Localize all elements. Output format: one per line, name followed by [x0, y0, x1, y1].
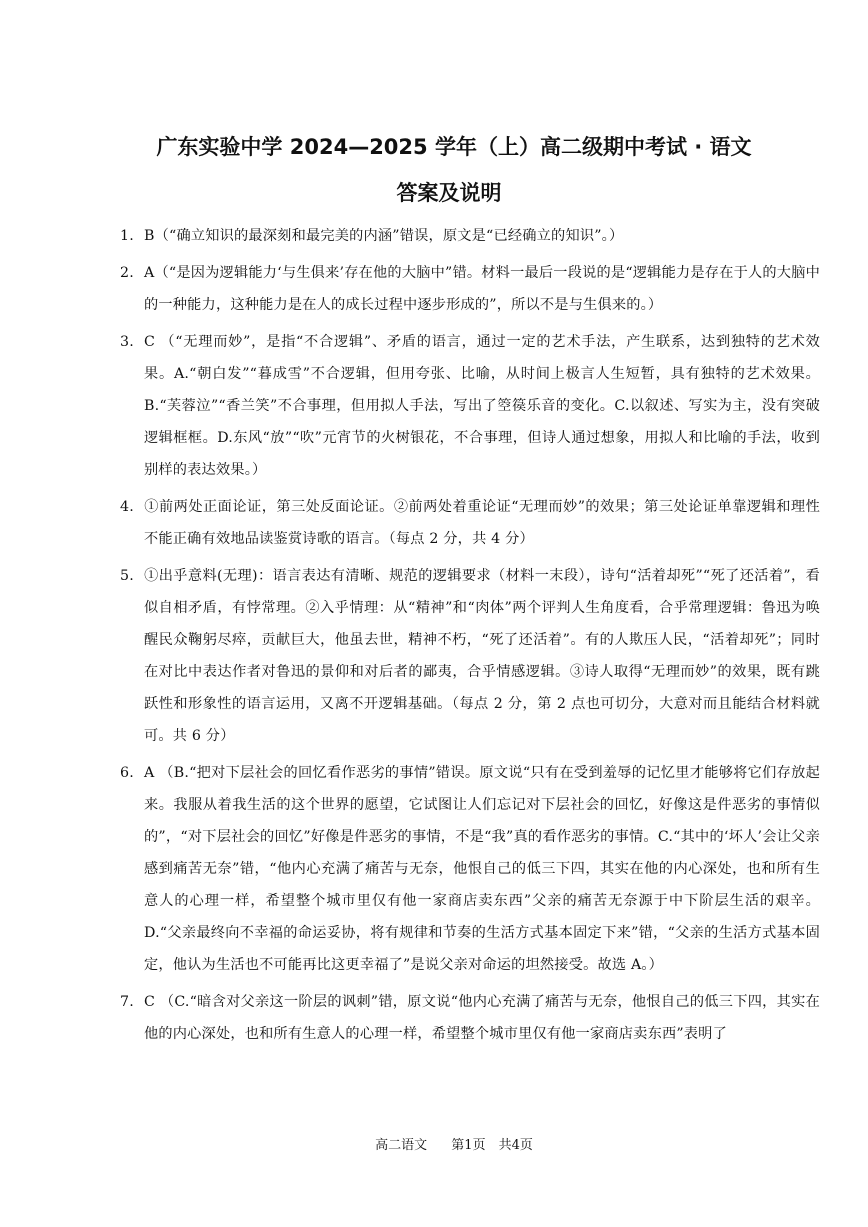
answer-number: 5. — [120, 568, 134, 584]
answer-text: A（“是因为逻辑能力‘与生俱来’存在他的大脑中”错。材料一最后一段说的是“逻辑能力是存在于人的大脑中的一种能力，这种能力是在人的成长过程中逐步形成的”，所以不是与生俱来的。） — [144, 265, 820, 313]
answer-number: 6. — [120, 765, 134, 781]
answer-number: 2. — [120, 265, 134, 281]
answer-item-1 — [120, 220, 820, 252]
answer-item-5 — [120, 560, 820, 752]
answer-text: C （C.“暗含对父亲这一阶层的讽刺”错，原文说“他内心充满了痛苦与无奈，他恨自己的低三下四，其实在他的内心深处，也和所有生意人的心理一样，希望整个城市里仅有他一家商店卖东西”表明了 — [144, 994, 820, 1042]
answer-number: 7. — [120, 994, 134, 1010]
answer-item-6 — [120, 757, 820, 981]
answer-item-2 — [120, 257, 820, 321]
answer-item-4 — [120, 491, 820, 555]
page-title: 广东实验中学 2024—2025 学年（上）高二级期中考试 · 语文 — [156, 135, 752, 159]
answer-number: 1. — [120, 228, 134, 244]
answer-text: A （B.“把对下层社会的回忆看作恶劣的事情”错误。原文说“只有在受到羞辱的记忆里才能够将它们存放起来。我服从着我生活的这个世界的愿望，它试图让人们忘记对下层社会的回忆，好像这是件恶劣的事情似的”，“对下层社会的回忆”好像是件恶劣的事情，不是“我”真的看作恶劣的事情。C.“其中的‘坏人’会让父亲感到痛苦无奈”错，“他内心充满了痛苦与无奈，他恨自己的低三下四，其实在他的内心深处，也和所有生意人的心理一样，希望整个城市里仅有他一家商店卖东西”父亲的痛苦无奈源于中下阶层生活的艰辛。D.“父亲最终向不幸福的命运妥协，将有规律和节奏的生活方式基本固定下来”错，“父亲的生活方式基本固定，他认为生活也不可能再比这更幸福了”是说父亲对命运的坦然接受。故选 A。） — [144, 765, 820, 973]
footer-subject: 高二语文 — [375, 1138, 428, 1153]
answer-number: 3. — [120, 334, 134, 350]
answer-item-7 — [120, 986, 820, 1050]
answer-list — [120, 220, 820, 1055]
answer-text: C （“无理而妙”，是指“不合逻辑”、矛盾的语言，通过一定的艺术手法，产生联系，达到独特的艺术效果。A.“朝白发”“暮成雪”不合逻辑，但用夸张、比喻，从时间上极言人生短暂，具有独特的艺术效果。B.“芙蓉泣”“香兰笑”不合事理，但用拟人手法，写出了箜篌乐音的变化。C.以叙述、写实为主，没有突破逻辑框框。D.东风“放”“吹”元宵节的火树银花，不合事理，但诗人通过想象，用拟人和比喻的手法，收到别样的表达效果。） — [144, 334, 820, 478]
answer-text: ①出乎意料(无理)：语言表达有清晰、规范的逻辑要求（材料一末段），诗句“活着却死”“死了还活着”，看似自相矛盾，有悖常理。②入乎情理：从“精神”和“肉体”两个评判人生角度看，合乎常理逻辑：鲁迅为唤醒民众鞠躬尽瘁，贡献巨大，他虽去世，精神不朽，“死了还活着”。有的人欺压人民，“活着却死”；同时在对比中表达作者对鲁迅的景仰和对后者的鄙夷，合乎情感逻辑。③诗人取得“无理而妙”的效果，既有跳跃性和形象性的语言运用，又离不开逻辑基础。（每点 2 分，第 2 点也可切分，大意对而且能结合材料就可。共 6 分） — [144, 568, 820, 744]
answer-item-3 — [120, 326, 820, 486]
page-subtitle: 答案及说明 — [396, 181, 502, 205]
footer-page-info: 第1页 共4页 — [451, 1138, 533, 1153]
page-footer — [0, 1136, 868, 1156]
answer-text: ①前两处正面论证，第三处反面论证。②前两处着重论证“无理而妙”的效果；第三处论证单靠逻辑和理性不能正确有效地品读鉴赏诗歌的语言。（每点 2 分，共 4 分） — [144, 499, 820, 547]
answer-number: 4. — [120, 499, 134, 515]
answer-text: B（“确立知识的最深刻和最完美的内涵”错误，原文是“已经确立的知识”。） — [144, 228, 624, 244]
